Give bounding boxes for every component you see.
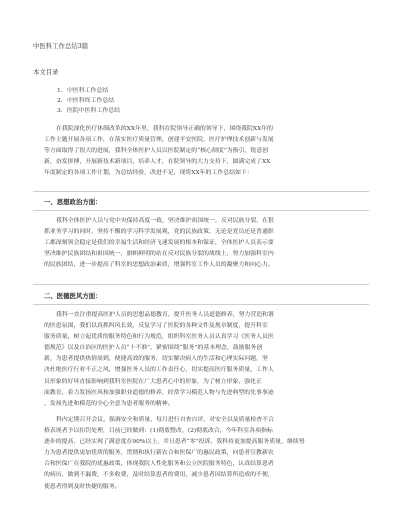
paragraph-line: 合和医保广在我院的优惠政策，体现我院人性化服务和公立医院服务特色，认真结算患者 xyxy=(44,461,274,468)
paragraph-line: 决杜绝医疗行业不正之风，增强医务人员的工作责任心，切实提高医疗服务质量，工作人 xyxy=(44,367,274,374)
paragraph-line: 在我院深化医疗体制改革的XX年里，我科在院领导正确的领导下，围绕我院XX年的 xyxy=(56,126,274,132)
paragraph-line: 工作主题开展各项工作，在落实医疗质量管理，创建平安医院，医疗护理技术创新与发展 xyxy=(44,137,274,144)
section-title-political: 一、思想政治方面： xyxy=(44,198,102,206)
toc-item-number: 3. xyxy=(57,108,63,114)
toc-heading: 本文目录 xyxy=(33,68,59,76)
toc-item-label[interactable]: 中医科工作总结 xyxy=(67,88,109,94)
paragraph-line: 使患者得到及时快捷的服务。 xyxy=(44,483,121,490)
paragraph-line: 服务质量，树立起优质的服务特色和行为规范，组织科室医务人员认真学习《医务人员医 xyxy=(44,334,274,341)
section-political-paragraph xyxy=(44,216,372,271)
paragraph-line: 科内定期召开会议，强调安全和质量，每月进行自查自评，对安全以及质量检查不合 xyxy=(56,417,274,423)
section-divider xyxy=(33,191,369,192)
section-divider xyxy=(33,304,369,305)
paragraph-line: 的病历，做到不漏费，不多收费，及时结算患者的费用，减少患者因结算所造成的不便， xyxy=(44,472,274,479)
paragraph-line: 我科一直注重提高医护人员的思想品德教育，提升医务人员道德修养，努力营造和谐 xyxy=(56,312,274,318)
toc-item[interactable] xyxy=(57,96,120,106)
section-divider xyxy=(33,284,369,285)
section-title-ethics: 二、医德医风方面： xyxy=(44,292,102,300)
paragraph-line: 我科全体医护人员与党中央保持高度一致，坚决维护祖国统一，反对民族分裂，在狠 xyxy=(56,218,274,224)
section-quality-paragraph xyxy=(44,415,372,493)
paragraph-line: 力为患者提供更加优质的服务，贯彻和执行新农合和医保广的惠民政策，向患者宣教新农 xyxy=(44,450,274,457)
paragraph-line: 坚决维护民族团结和祖国统一，旗帜鲜明的站在反对民族分裂的战线上，努力加强科室内 xyxy=(44,251,274,258)
paragraph-line: 年度制定的各项工作计划，为总结经验，改进不足，现将XX年的工作总结如下： xyxy=(44,170,253,177)
paragraph-line: 新，为患者提供热情周到，便捷高效的服务，切实解决病人的生活和心理实际问题，坚 xyxy=(44,356,268,363)
paragraph-line: 面教育，着力发扬医风和加强职业道德的修养，经常学习模范人物与先进典型的先事事迹 xyxy=(44,389,274,396)
paragraph-line: 格表现者予以扣罚处理，目前已经做到：(1)彻底整改，(2)彻底改合，今年科室各项指标 xyxy=(44,428,273,435)
toc-item[interactable] xyxy=(57,86,120,96)
intro-paragraph xyxy=(44,124,372,179)
paragraph-line: 的民族团结，进一步提高了科室的思想政治素质，增强科室工作人员的凝聚力和向心力。 xyxy=(44,262,274,269)
paragraph-line: 员形象的好坏直接影响到我科室医院在广大患者心中的形象，为了树立形象，强化正 xyxy=(44,378,262,385)
paragraph-line: 等方面取得了很大的进展，我科全体医护人员以医院制定的“核心制度”为指引，锐意创 xyxy=(44,148,268,155)
table-of-contents xyxy=(57,86,120,116)
paragraph-line: 工都深刻领会稳定是我们的幸福生活和经济飞速发展的根本和保证，全体医护人员表示要 xyxy=(44,240,274,247)
toc-item-number: 2. xyxy=(57,98,63,104)
paragraph-line: 逐步的提高，已经实现了满意度在90%以上，并且患者“零”投诉，我科持更加提高服务质量，继续努 xyxy=(44,439,305,446)
toc-item-label[interactable]: 医院中医科工作总结 xyxy=(67,108,121,114)
paragraph-line: 的医患氛围，我们以真抓纠风长效，反复学习了医院的各种文件及规章制度，提升科室 xyxy=(44,323,268,330)
paragraph-line: 抓业务学习的同时，坚持不懈的学习科学发展观，党的民族政策，无论是党员还是普通职 xyxy=(44,229,274,236)
paragraph-line: 德规范》以及自治区的医护人员“十不准”，紧密围绕“服务”的基本理念，鼓励服务创 xyxy=(44,345,263,352)
section-divider xyxy=(33,210,369,211)
toc-item-label[interactable]: 中医科终工作总结 xyxy=(67,98,115,104)
section-ethics-paragraph xyxy=(44,310,372,410)
paragraph-line: 新，奋发拼搏，开展新技术新项目，培养人才，在院领导的大力支持下，圆满完成了XX xyxy=(44,159,271,166)
paragraph-line: ，发扬先进和模范的全心全意为患者服务的精神。 xyxy=(44,400,174,407)
toc-item[interactable] xyxy=(57,106,120,116)
toc-item-number: 1. xyxy=(57,88,63,94)
document-title: 中医科工作总结3篇 xyxy=(33,42,89,50)
